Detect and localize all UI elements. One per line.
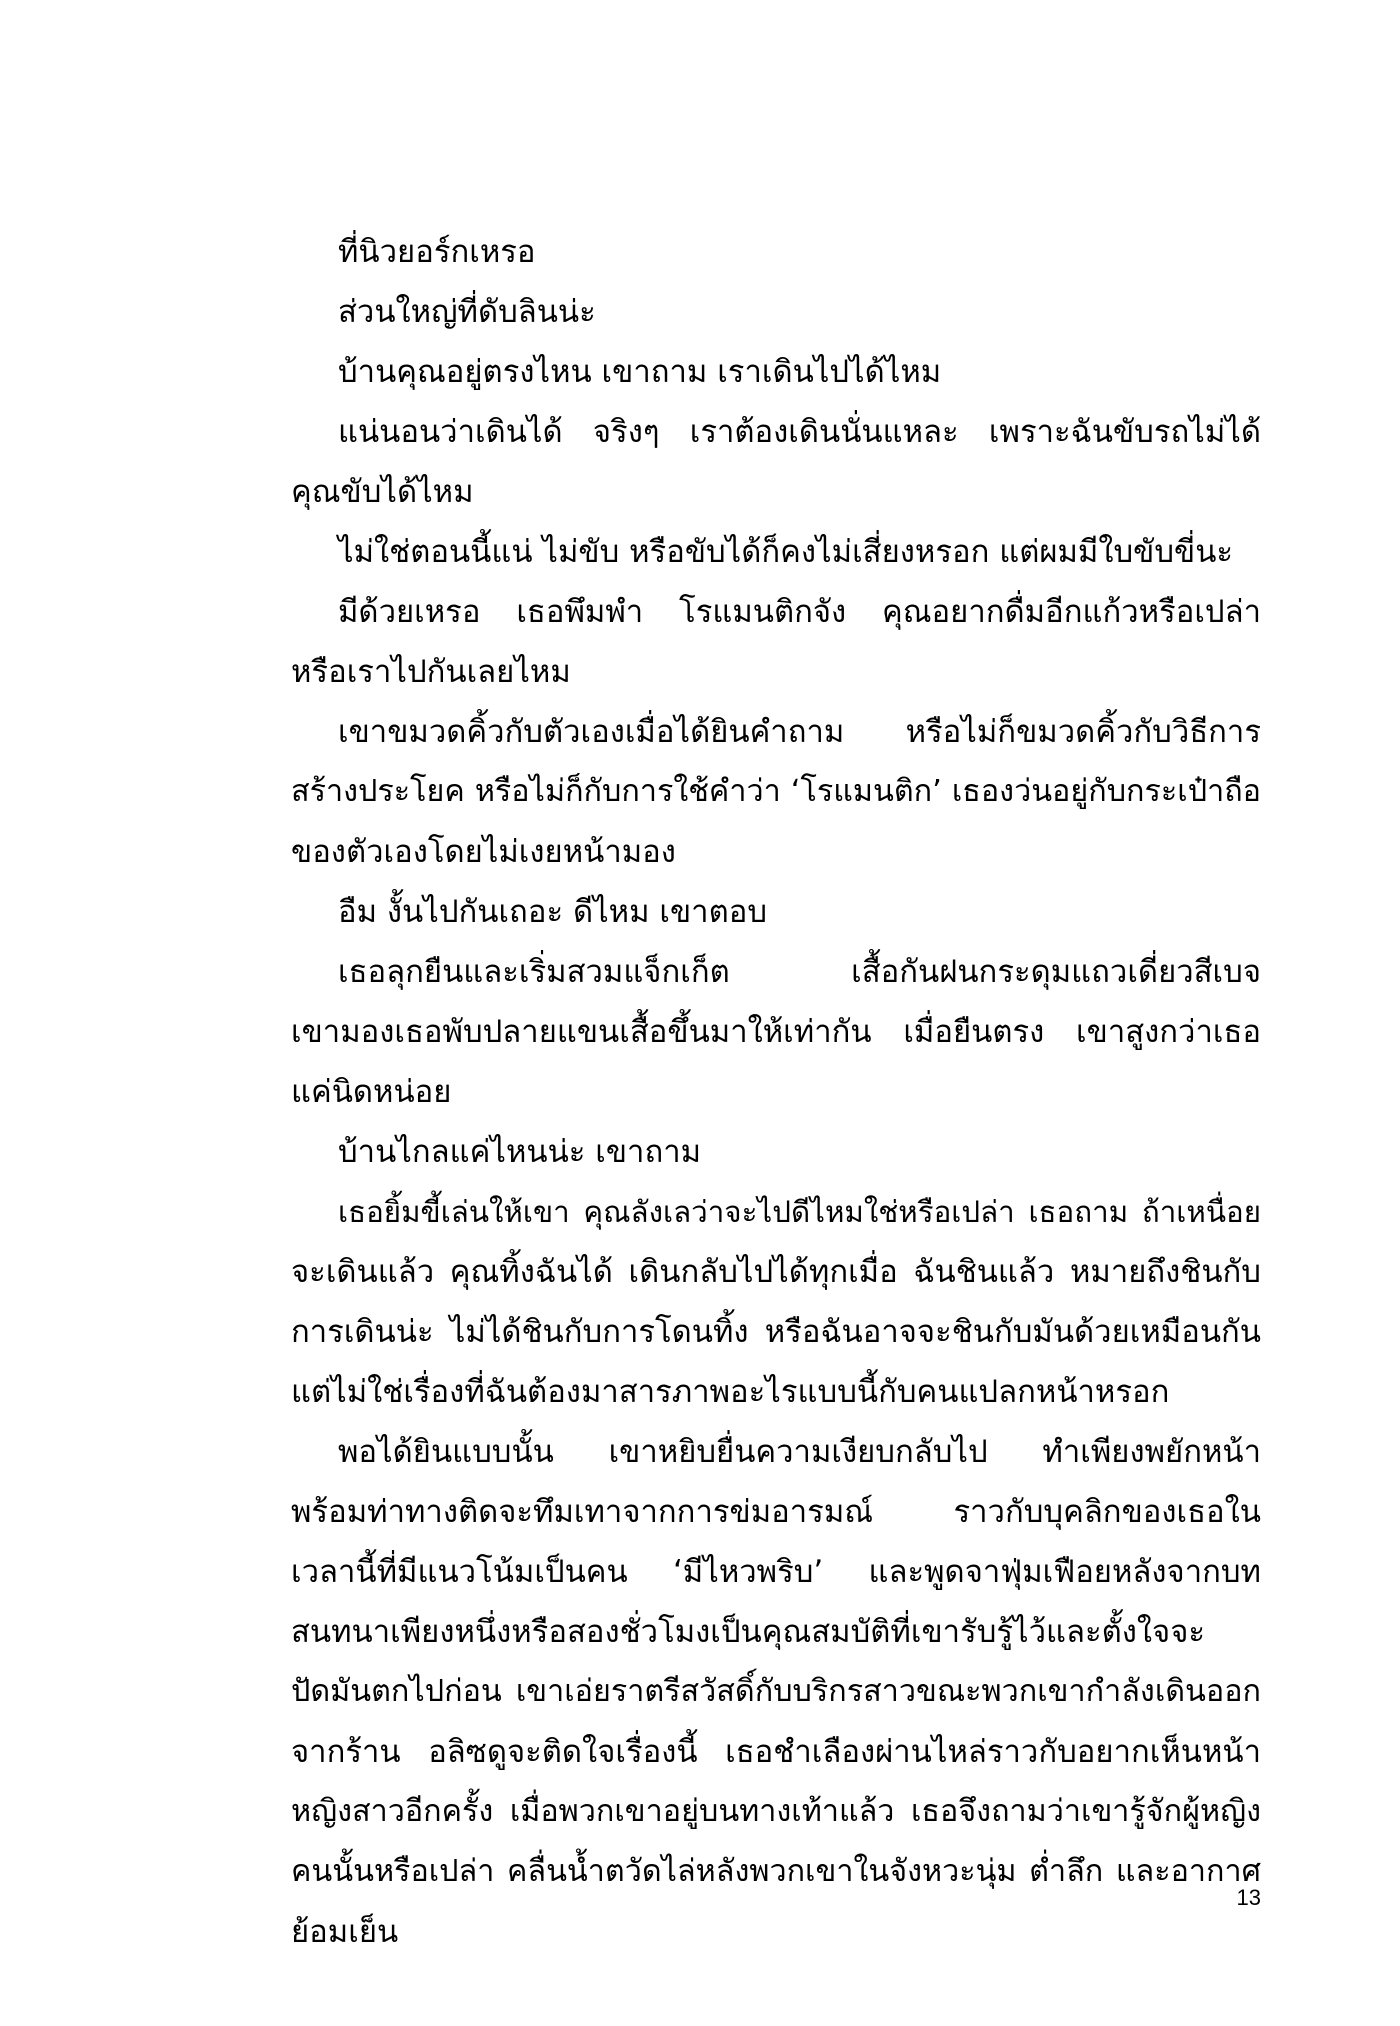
paragraph-first-line: ส่วนใหญ่ที่ดับลินน่ะ [338, 294, 596, 330]
paragraph-line: ปัดมันตกไปก่อน เขาเอ่ยราตรีสวัสดิ์กับบริกรสาวขณะพวกเขากำลังเดินออก [291, 1674, 1261, 1709]
paragraph-line: คนนั้นหรือเปล่า คลื่นน้ำตวัดไล่หลังพวกเขาในจังหวะนุ่ม ต่ำลึก และอากาศ [291, 1854, 1261, 1889]
paragraph-line: สร้างประโยค หรือไม่ก็กับการใช้คำว่า ‘โรแมนติก’ เธองว่นอยู่กับกระเป๋าถือ [291, 774, 1261, 809]
paragraph-line: จะเดินแล้ว คุณทิ้งฉันได้ เดินกลับไปได้ทุกเมื่อ ฉันชินแล้ว หมายถึงชินกับ [291, 1254, 1261, 1290]
paragraph-first-line: ที่นิวยอร์กเหรอ [338, 234, 536, 270]
paragraph-first-line: พอได้ยินแบบนั้น เขาหยิบยื่นความเงียบกลับไป ทำเพียงพยักหน้า [338, 1434, 1261, 1470]
paragraph-line: หญิงสาวอีกครั้ง เมื่อพวกเขาอยู่บนทางเท้าแล้ว เธอจึงถามว่าเขารู้จักผู้หญิง [291, 1794, 1261, 1829]
paragraph-first-line: อืม งั้นไปกันเถอะ ดีไหม เขาตอบ [338, 894, 768, 930]
paragraph-line: คุณขับได้ไหม [291, 474, 474, 510]
paragraph-first-line: เขาขมวดคิ้วกับตัวเองเมื่อได้ยินคำถาม หรือไม่ก็ขมวดคิ้วกับวิธีการ [338, 714, 1261, 750]
page-number: 13 [1236, 1885, 1261, 1910]
paragraph-line: แต่ไม่ใช่เรื่องที่ฉันต้องมาสารภาพอะไรแบบนี้กับคนแปลกหน้าหรอก [291, 1374, 1170, 1410]
paragraph-first-line: บ้านไกลแค่ไหนน่ะ เขาถาม [338, 1134, 702, 1170]
paragraph-first-line: แน่นอนว่าเดินได้ จริงๆ เราต้องเดินนั่นแหละ เพราะฉันขับรถไม่ได้ [338, 414, 1261, 450]
paragraph-first-line: เธอลุกยืนและเริ่มสวมแจ็กเก็ต เสื้อกันฝนกระดุมแถวเดี่ยวสีเบจ [338, 954, 1261, 990]
paragraph-line: พร้อมท่าทางติดจะทึมเทาจากการข่มอารมณ์ ราวกับบุคลิกของเธอใน [291, 1494, 1261, 1530]
paragraph-line: แค่นิดหน่อย [291, 1074, 452, 1110]
paragraph-first-line: ไม่ใช่ตอนนี้แน่ ไม่ขับ หรือขับได้ก็คงไม่เสี่ยงหรอก แต่ผมมีใบขับขี่นะ [338, 534, 1234, 570]
paragraph-line: หรือเราไปกันเลยไหม [291, 654, 571, 690]
paragraph-first-line: บ้านคุณอยู่ตรงไหน เขาถาม เราเดินไปได้ไหม [338, 354, 942, 390]
body-text [291, 222, 1261, 1962]
paragraph-line: สนทนาเพียงหนึ่งหรือสองชั่วโมงเป็นคุณสมบัติที่เขารับรู้ไว้และตั้งใจจะ [291, 1614, 1206, 1650]
paragraph-first-line: เธอยิ้มขี้เล่นให้เขา คุณลังเลว่าจะไปดีไหมใช่หรือเปล่า เธอถาม ถ้าเหนื่อย [338, 1195, 1261, 1229]
paragraph-line: ย้อมเย็น [291, 1914, 399, 1950]
paragraph-line: ของตัวเองโดยไม่เงยหน้ามอง [291, 834, 676, 870]
paragraph-line: เขามองเธอพับปลายแขนเสื้อขึ้นมาให้เท่ากัน เมื่อยืนตรง เขาสูงกว่าเธอ [291, 1014, 1261, 1050]
paragraph-first-line: มีด้วยเหรอ เธอพึมพำ โรแมนติกจัง คุณอยากดื่มอีกแก้วหรือเปล่า [338, 594, 1261, 630]
paragraph-line: การเดินน่ะ ไม่ได้ชินกับการโดนทิ้ง หรือฉันอาจจะชินกับมันด้วยเหมือนกัน [291, 1314, 1261, 1350]
paragraph-line: จากร้าน อลิซดูจะติดใจเรื่องนี้ เธอชำเลืองผ่านไหล่ราวกับอยากเห็นหน้า [291, 1734, 1261, 1770]
paragraph-line: เวลานี้ที่มีแนวโน้มเป็นคน ‘มีไหวพริบ’ และพูดจาฟุ่มเฟือยหลังจากบท [291, 1554, 1261, 1590]
